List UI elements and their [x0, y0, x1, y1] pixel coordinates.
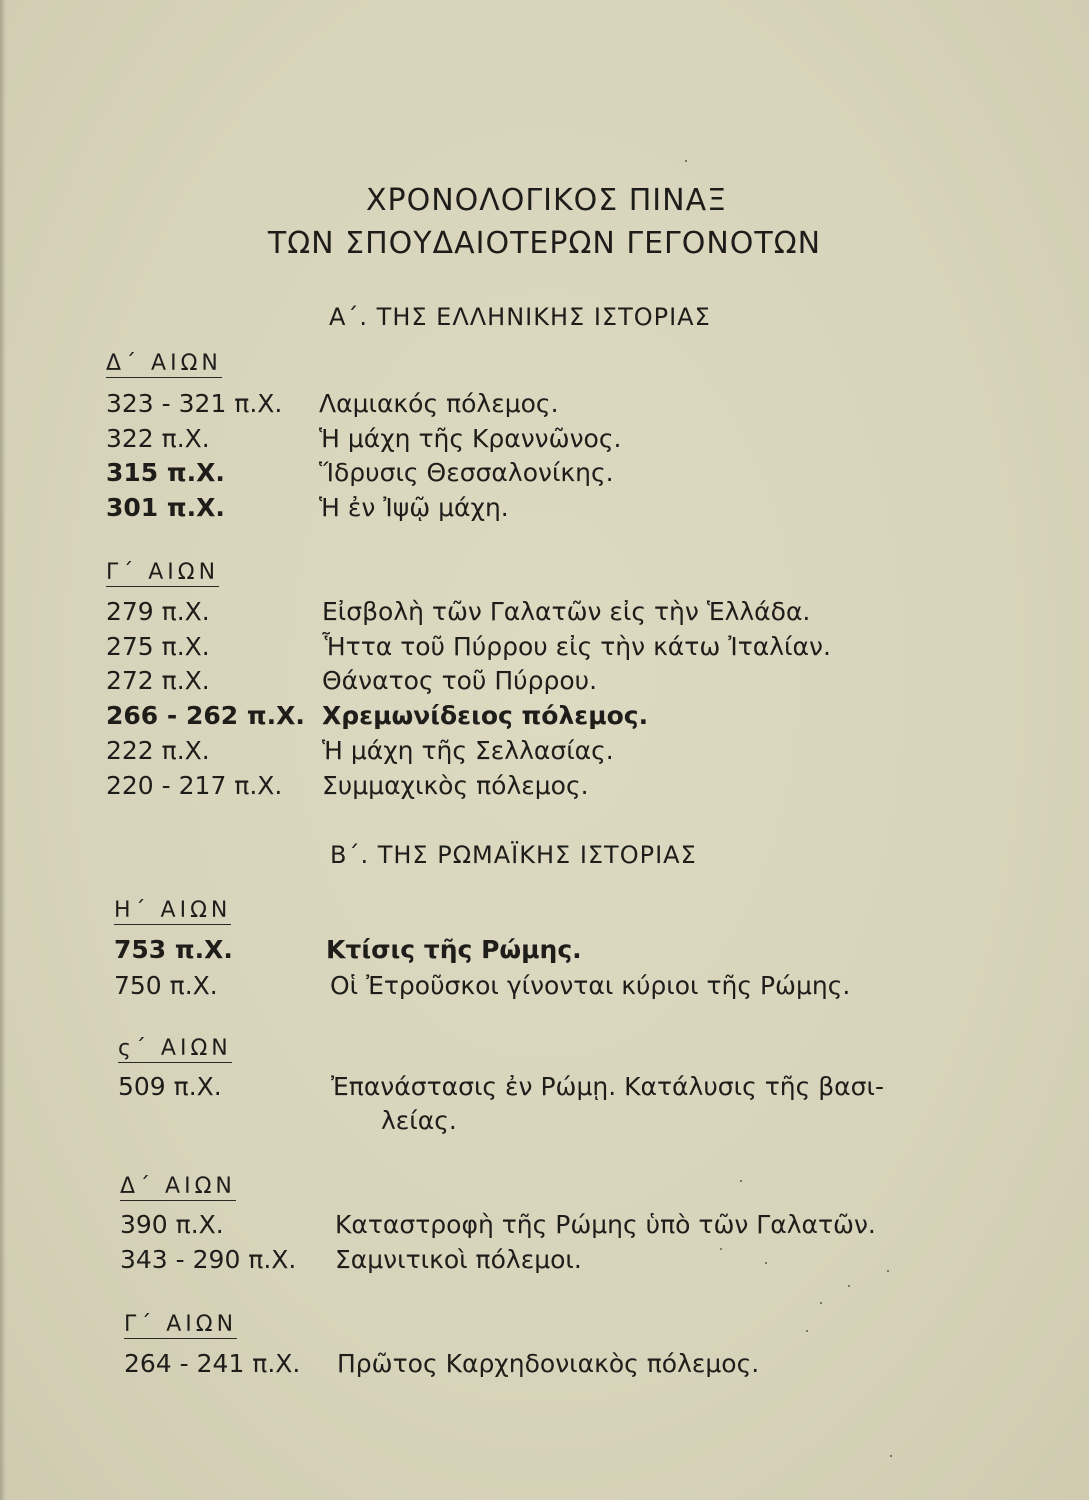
paper-speck — [720, 1248, 722, 1250]
section-a-heading: Α΄. ΤΗΣ ΕΛΛΗΝΙΚΗΣ ΙΣΤΟΡΙΑΣ — [329, 303, 711, 331]
row-event: Εἰσβολὴ τῶν Γαλατῶν εἰς τὴν Ἑλλάδα. — [322, 597, 811, 626]
page-title-line-1: ΧΡΟΝΟΛΟΓΙΚΟΣ ΠΙΝΑΞ — [365, 183, 728, 218]
row-event-continuation: λείας. — [381, 1106, 457, 1135]
century-label: Γ΄ ΑΙΩΝ — [124, 1312, 238, 1337]
paper-speck — [740, 1180, 742, 1182]
paper-speck — [887, 1270, 889, 1272]
row-date: 343 - 290 π.Χ. — [120, 1245, 297, 1274]
century-label: Δ΄ ΑΙΩΝ — [120, 1174, 236, 1199]
row-date: 275 π.Χ. — [106, 632, 210, 661]
row-event: Οἱ Ἐτροῦσκοι γίνονται κύριοι τῆς Ρώμης. — [330, 971, 851, 1000]
paper-speck — [848, 1285, 850, 1287]
row-date: 753 π.Χ. — [114, 935, 233, 964]
row-date: 322 π.Χ. — [106, 424, 210, 453]
row-event: Ἡ μάχη τῆς Σελλασίας. — [322, 736, 614, 765]
row-date: 272 π.Χ. — [106, 666, 210, 695]
century-label: ς΄ ΑΙΩΝ — [118, 1036, 232, 1061]
row-date: 279 π.Χ. — [106, 597, 210, 626]
row-event: Σαμνιτικοὶ πόλεμοι. — [335, 1245, 582, 1274]
row-event: Ἐπανάστασις ἐν Ρώμῃ. Κατάλυσις τῆς βασι- — [331, 1072, 884, 1101]
row-date: 301 π.Χ. — [106, 493, 225, 522]
paper-speck — [890, 1455, 892, 1457]
paper-speck — [685, 160, 687, 162]
century-label: Γ΄ ΑΙΩΝ — [106, 560, 220, 585]
row-event: Χρεμωνίδειος πόλεμος. — [322, 701, 649, 730]
century-label: Δ΄ ΑΙΩΝ — [106, 351, 222, 376]
row-date: 266 - 262 π.Χ. — [106, 701, 305, 730]
paper-speck — [820, 1302, 822, 1304]
paper-speck — [806, 1330, 808, 1332]
row-event: Πρῶτος Καρχηδονιακὸς πόλεμος. — [337, 1349, 760, 1378]
row-date: 750 π.Χ. — [114, 971, 218, 1000]
row-event: Ἧττα τοῦ Πύρρου εἰς τὴν κάτω Ἰταλίαν. — [322, 632, 831, 661]
row-event: Καταστροφὴ τῆς Ρώμης ὑπὸ τῶν Γαλατῶν. — [335, 1210, 876, 1239]
row-date: 323 - 321 π.Χ. — [106, 389, 283, 418]
row-date: 390 π.Χ. — [120, 1210, 224, 1239]
row-date: 222 π.Χ. — [106, 736, 210, 765]
row-event: Συμμαχικὸς πόλεμος. — [322, 771, 589, 800]
row-event: Κτίσις τῆς Ρώμης. — [326, 935, 582, 964]
row-event: Ἵδρυσις Θεσσαλονίκης. — [319, 458, 614, 487]
row-event: Λαμιακός πόλεμος. — [319, 389, 559, 418]
section-b-heading: Β΄. ΤΗΣ ΡΩΜΑΪΚΗΣ ΙΣΤΟΡΙΑΣ — [330, 841, 697, 869]
page-title-line-2: ΤΩΝ ΣΠΟΥΔΑΙΟΤΕΡΩΝ ΓΕΓΟΝΟΤΩΝ — [267, 226, 822, 261]
row-date: 509 π.Χ. — [118, 1072, 222, 1101]
row-date: 315 π.Χ. — [106, 458, 225, 487]
row-date: 220 - 217 π.Χ. — [106, 771, 283, 800]
paper-speck — [765, 1262, 767, 1264]
row-event: Ἡ ἐν Ἰψῷ μάχη. — [319, 493, 509, 522]
century-label: Η΄ ΑΙΩΝ — [114, 898, 232, 923]
row-event: Ἡ μάχη τῆς Κραννῶνος. — [319, 424, 622, 453]
row-date: 264 - 241 π.Χ. — [124, 1349, 301, 1378]
row-event: Θάνατος τοῦ Πύρρου. — [322, 666, 598, 695]
